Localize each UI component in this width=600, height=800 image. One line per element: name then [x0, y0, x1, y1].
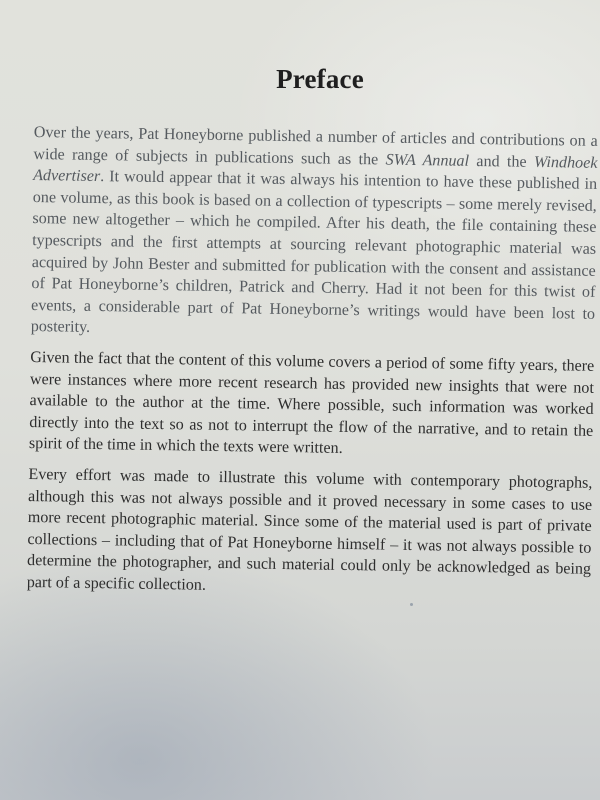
publication-title-swa-annual: SWA Annual	[385, 151, 470, 170]
publication-title-windhoek-advertiser: Windhoek Advertiser	[33, 153, 598, 186]
preface-body	[26, 122, 597, 611]
paragraph-1-text-b: and the	[468, 152, 535, 171]
paragraph-1-text-a: Over the years, Pat Honeyborne published a number of articles and contributions on a wide range of subjects in publications such as the	[33, 123, 598, 169]
paragraph-3: Every effort was made to illustrate this volume with contemporary photographs, although this was not always possible and it proved necessary in some cases to use more recent photographic material. Since some of the material used is part of private collections – including that of Pat Honeyborne himself – it was not always possible to determine the photographer, and such material could only be acknowledged as being part of a specific collection.	[26, 465, 593, 594]
paper-speck	[410, 603, 413, 606]
paragraph-1	[31, 122, 598, 347]
paragraph-1-text-c: . It would appear that it was always his intention to have these published in one volume, as this book is based on a collection of typescripts – some merely revised, some new altogether – which he compiled. After his death, the file containing these typescripts and the first attempts at sourcing relevant photographic material was acquired by John Bester and submitted for publication with the consent and assistance of Pat Honeyborne’s children, Patrick and Cherry. Had it not been for this twist of events, a considerable part of Pat Honeyborne’s writings would have been lost to posterity.	[30, 168, 598, 337]
paragraph-2: Given the fact that the content of this volume covers a period of some fifty years, there were instances where more recent research has provided new insights that were not available to the author at the time. Where possible, such information was worked directly into the text so as not to interrupt the flow of the narrative, and to retain the spirit of the time in which the texts were written.	[28, 348, 595, 458]
page-title: Preface	[276, 64, 364, 94]
